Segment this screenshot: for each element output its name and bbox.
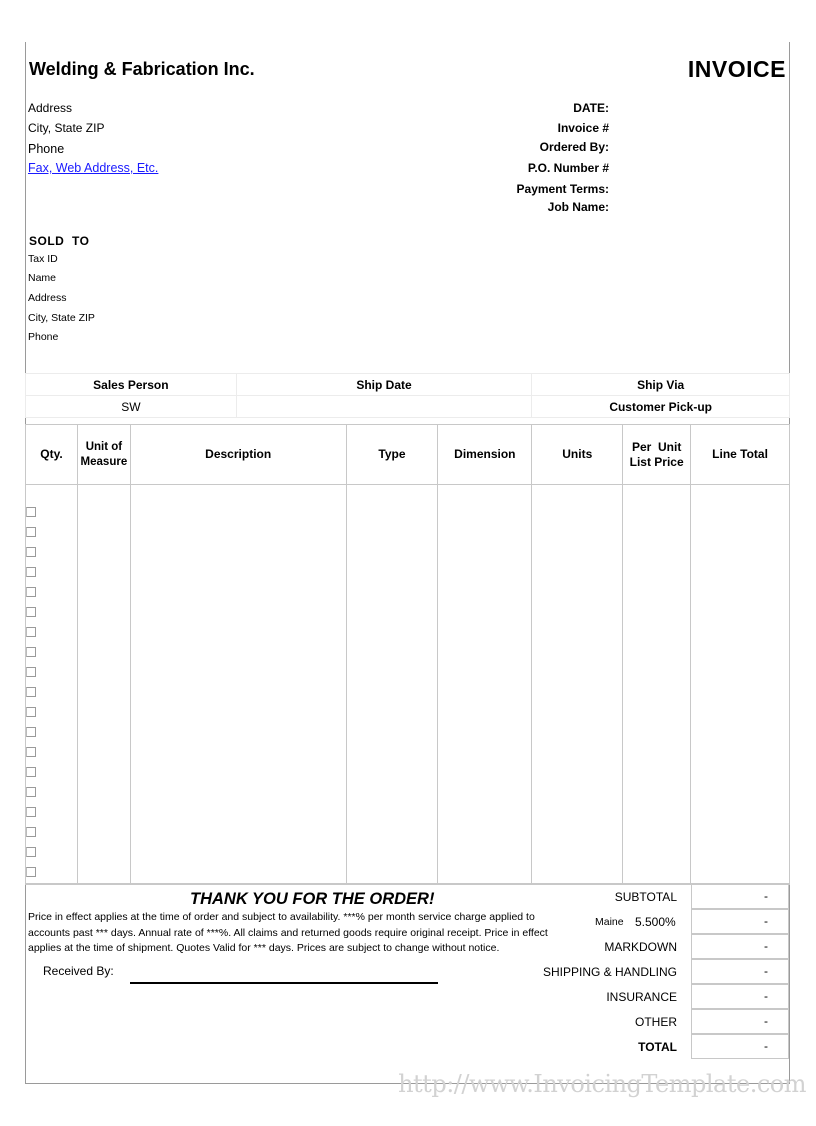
sold-to-city-state-zip: City, State ZIP	[28, 312, 95, 324]
per-unit-price-column[interactable]	[623, 485, 691, 884]
ship-date-value[interactable]	[236, 396, 532, 418]
description-header: Description	[130, 425, 346, 485]
company-city-state-zip: City, State ZIP	[28, 121, 105, 135]
units-column[interactable]	[532, 485, 623, 884]
invoice-title: INVOICE	[687, 56, 786, 82]
date-label: DATE:	[573, 101, 609, 115]
company-phone: Phone	[28, 142, 65, 156]
other-value[interactable]: -	[691, 1009, 789, 1034]
markdown-value[interactable]: -	[691, 934, 789, 959]
row-checkbox[interactable]	[26, 847, 36, 857]
company-name: Welding & Fabrication Inc.	[29, 59, 255, 79]
type-header: Type	[346, 425, 438, 485]
row-checkbox[interactable]	[26, 607, 36, 617]
company-web-link[interactable]: Fax, Web Address, Etc.	[28, 161, 159, 175]
watermark-text: http://www.InvoicingTemplate.com	[398, 1070, 806, 1098]
row-checkbox[interactable]	[26, 827, 36, 837]
tax-state-label: Maine	[595, 916, 624, 928]
dimension-header: Dimension	[438, 425, 532, 485]
total-value[interactable]: -	[691, 1034, 789, 1059]
sold-to-tax-id: Tax ID	[28, 253, 58, 265]
sold-to-phone: Phone	[28, 331, 59, 343]
line-total-column[interactable]	[691, 485, 790, 884]
dimension-column[interactable]	[438, 485, 532, 884]
sales-person-header: Sales Person	[26, 374, 237, 396]
sold-to-name: Name	[28, 272, 57, 284]
qty-column[interactable]	[26, 485, 78, 884]
shipping-table	[25, 373, 790, 418]
sold-to-address: Address	[28, 292, 67, 304]
row-checkbox[interactable]	[26, 507, 36, 517]
insurance-label: INSURANCE	[606, 990, 677, 1004]
insurance-value[interactable]: -	[691, 984, 789, 1009]
job-name-label: Job Name:	[547, 200, 609, 214]
subtotal-label: SUBTOTAL	[614, 890, 677, 904]
row-checkbox[interactable]	[26, 707, 36, 717]
ordered-by-label: Ordered By:	[539, 140, 609, 154]
description-column[interactable]	[130, 485, 346, 884]
line-total-header: Line Total	[691, 425, 790, 485]
row-checkbox[interactable]	[26, 727, 36, 737]
sold-to-title: SOLD TO	[29, 234, 90, 248]
line-items-table	[25, 424, 790, 884]
row-checkbox[interactable]	[26, 547, 36, 557]
received-by-label: Received By:	[43, 964, 114, 978]
per-unit-list-price-header: Per Unit List Price	[623, 425, 691, 485]
row-checkbox[interactable]	[26, 767, 36, 777]
row-checkbox[interactable]	[26, 867, 36, 877]
other-label: OTHER	[635, 1015, 677, 1029]
row-checkbox[interactable]	[26, 747, 36, 757]
company-address: Address	[28, 101, 73, 115]
thank-you-message: THANK YOU FOR THE ORDER!	[190, 890, 435, 908]
units-header: Units	[532, 425, 623, 485]
shipping-handling-value[interactable]: -	[691, 959, 789, 984]
row-checkbox[interactable]	[26, 787, 36, 797]
tax-rate-value: 5.500%	[635, 915, 676, 929]
row-checkbox[interactable]	[26, 807, 36, 817]
unit-of-measure-label: Unit of Measure	[80, 440, 128, 468]
subtotal-value[interactable]: -	[691, 884, 789, 909]
unit-of-measure-column[interactable]	[77, 485, 130, 884]
total-label: TOTAL	[638, 1040, 677, 1054]
signature-line[interactable]	[130, 982, 438, 984]
payment-terms-label: Payment Terms:	[516, 182, 609, 196]
ship-via-header: Ship Via	[532, 374, 790, 396]
row-checkbox[interactable]	[26, 667, 36, 677]
unit-of-measure-header	[77, 425, 130, 485]
type-column[interactable]	[346, 485, 438, 884]
ship-date-header: Ship Date	[236, 374, 532, 396]
footer-divider	[25, 884, 790, 885]
terms-text: Price in effect applies at the time of order and subject to availability. ***% per month service charge applied to accounts past *** days. Annual rate of ***%. All claims and returned goods require original receipt. Price in effect applies at the time of shipment. Quotes Valid for *** days. Prices are subject to change without notice.	[28, 911, 548, 954]
row-checkbox[interactable]	[26, 687, 36, 697]
row-checkbox[interactable]	[26, 627, 36, 637]
invoice-number-label: Invoice #	[557, 121, 609, 135]
row-checkbox[interactable]	[26, 567, 36, 577]
qty-header: Qty.	[26, 425, 78, 485]
shipping-handling-label: SHIPPING & HANDLING	[542, 965, 677, 979]
tax-value[interactable]: -	[691, 909, 789, 934]
row-checkbox[interactable]	[26, 647, 36, 657]
sales-person-value[interactable]: SW	[26, 396, 237, 418]
markdown-label: MARKDOWN	[604, 940, 677, 954]
po-number-label: P.O. Number #	[527, 161, 609, 175]
row-checkbox[interactable]	[26, 587, 36, 597]
row-checkbox[interactable]	[26, 527, 36, 537]
ship-via-value[interactable]: Customer Pick-up	[532, 396, 790, 418]
